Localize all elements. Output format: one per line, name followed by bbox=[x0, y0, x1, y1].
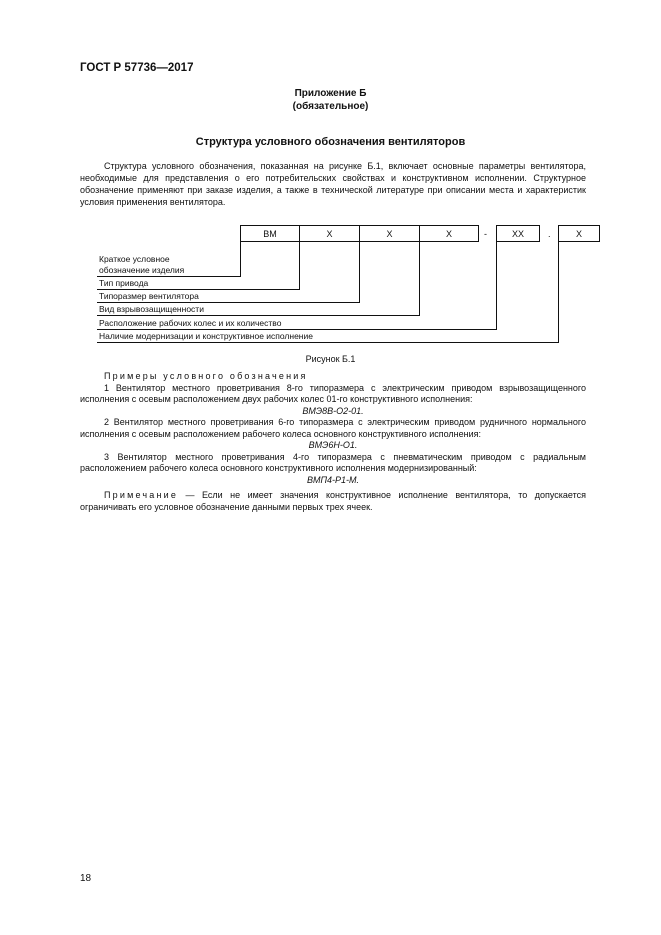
leader-h-3 bbox=[97, 302, 360, 303]
example-3-code: ВМП4-Р1-М. bbox=[306, 474, 360, 485]
label-modernization: Наличие модернизации и конструктивное исполнение bbox=[99, 331, 313, 341]
cell-1: ВМ bbox=[240, 225, 300, 242]
example-2-code: ВМЭ6Н-О1. bbox=[308, 440, 358, 450]
leader-v-1 bbox=[240, 242, 241, 276]
page-number: 18 bbox=[80, 873, 92, 884]
intro-paragraph bbox=[80, 160, 586, 208]
cell-3: Х bbox=[359, 225, 420, 242]
note-text: — Если не имеет значения конструктивное исполнение вентилятора, то допускается ограничивать его условное обозначение данными первых трех ячеек. bbox=[80, 490, 586, 512]
leader-h-1 bbox=[97, 276, 241, 277]
leader-h-5 bbox=[97, 329, 497, 330]
leader-h-6 bbox=[97, 342, 559, 343]
appendix-title: Приложение Б bbox=[294, 88, 367, 99]
intro-text: Структура условного обозначения, показанная на рисунке Б.1, включает основные параметры вентилятора, необходимые для представления о его потребительских свойствах и конструктивном исполнении. Структурное обозначение применяют при заказе изделия, а также в технической литературе при описании места и характеристик условия применения вентилятора. bbox=[80, 161, 586, 207]
cell-6: Х bbox=[558, 225, 600, 242]
separator-dot: . bbox=[548, 228, 551, 239]
example-1-code: ВМЭ8В-О2-01. bbox=[302, 405, 364, 416]
appendix-status: (обязательное) bbox=[292, 101, 369, 112]
label-short-designation-2: обозначение изделия bbox=[99, 265, 185, 275]
label-impeller-arrangement: Расположение рабочих колес и их количество bbox=[99, 318, 282, 328]
leader-h-2 bbox=[97, 289, 300, 290]
leader-v-2 bbox=[299, 242, 300, 289]
label-fan-size: Типоразмер вентилятора bbox=[99, 291, 199, 301]
example-1-text: 1 Вентилятор местного проветривания 8-го типоразмера с электрическим приводом взрывозащищенного исполнения с осевым расположением двух рабочих колес 01-го конструктивного исполнения: bbox=[80, 382, 586, 404]
examples-heading: Примеры условного обозначения bbox=[104, 371, 308, 381]
note-paragraph bbox=[80, 490, 586, 513]
label-drive-type: Тип привода bbox=[99, 278, 149, 288]
leader-v-5 bbox=[496, 242, 497, 329]
cell-4: Х bbox=[419, 225, 479, 242]
separator-dash: - bbox=[484, 228, 487, 239]
note-label: Примечание bbox=[104, 490, 179, 500]
leader-v-4 bbox=[419, 242, 420, 315]
cell-5: ХХ bbox=[496, 225, 540, 242]
example-2-text: 2 Вентилятор местного проветривания 6-го типоразмера с электрическим приводом рудничного нормального исполнения с осевым расположением рабочего колеса основного конструктивного исполнения: bbox=[80, 417, 586, 439]
leader-v-6 bbox=[558, 242, 559, 342]
example-3-text: 3 Вентилятор местного проветривания 4-го типоразмера с пневматическим приводом с радиальным расположением рабочего колеса основного конструктивного исполнения модернизированный: bbox=[80, 451, 586, 473]
leader-h-4 bbox=[97, 315, 420, 316]
leader-v-3 bbox=[359, 242, 360, 302]
label-explosion-protection: Вид взрывозащищенности bbox=[99, 304, 204, 314]
standard-header: ГОСТ Р 57736—2017 bbox=[80, 62, 194, 74]
label-short-designation-1: Краткое условное bbox=[99, 254, 170, 264]
examples-block bbox=[80, 371, 586, 513]
figure-caption: Рисунок Б.1 bbox=[305, 354, 356, 364]
section-title: Структура условного обозначения вентиляторов bbox=[195, 136, 466, 148]
cell-2: Х bbox=[299, 225, 360, 242]
